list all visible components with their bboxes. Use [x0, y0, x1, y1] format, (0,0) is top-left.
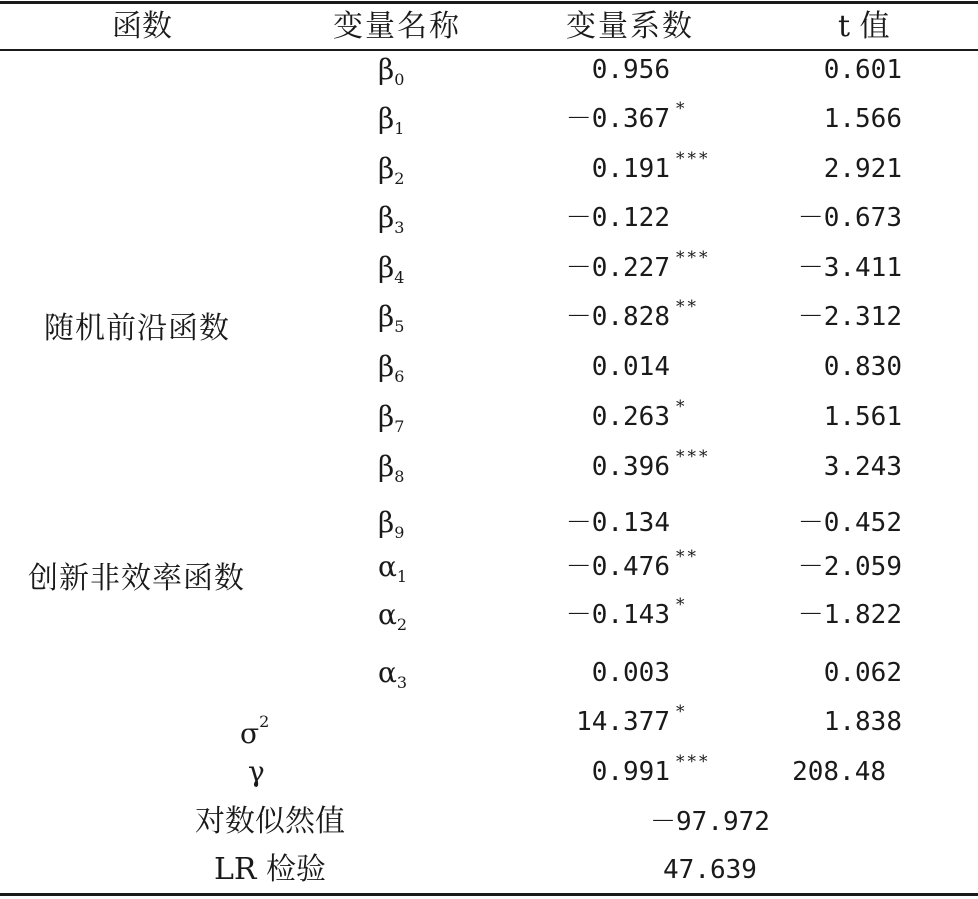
lr-test-label: LR 检验 — [213, 852, 327, 887]
variable-name: $\beta_4$ — [378, 251, 405, 287]
t-value: －3.411 — [797, 253, 902, 283]
variable-name: $\beta_8$ — [378, 450, 405, 486]
sigma-coef: 14.377 — [576, 707, 670, 737]
table-row — [0, 94, 978, 144]
gamma-t: 208.48 — [792, 757, 886, 787]
gamma-coef: 0.991 — [591, 757, 670, 787]
variable-name: $\alpha_2$ — [378, 598, 408, 634]
variable-name: $\beta_3$ — [378, 201, 405, 237]
group-inefficiency: 创新非效率函数 — [28, 561, 245, 596]
coefficient-value: 0.014 — [591, 352, 670, 382]
lr-test-value: 47.639 — [663, 855, 757, 885]
variable-name: $\beta_1$ — [378, 102, 405, 138]
sigma-symbol: $\sigma^2$ — [240, 712, 270, 750]
coefficient-value: 0.956 — [591, 55, 670, 85]
table-row — [0, 45, 978, 95]
sigma-row — [0, 697, 978, 750]
table-row — [0, 542, 978, 592]
variable-name: $\alpha_3$ — [378, 656, 408, 692]
table-row — [0, 193, 978, 243]
coefficient-value: 0.003 — [591, 658, 670, 688]
table-row — [0, 442, 978, 492]
table-row — [0, 498, 978, 548]
table-row — [0, 243, 978, 293]
gamma-stars: *** — [676, 752, 711, 772]
variable-name: $\beta_0$ — [378, 53, 405, 89]
t-value: 0.062 — [823, 658, 902, 688]
t-value: 1.566 — [823, 104, 902, 134]
t-value: －0.673 — [797, 203, 902, 233]
table-row — [0, 392, 978, 442]
significance-stars: ** — [676, 547, 699, 567]
header-variable-name: 变量名称 — [333, 9, 461, 44]
coefficient-value: 0.263 — [591, 402, 670, 432]
log-likelihood-value: －97.972 — [650, 807, 770, 837]
coefficient-value: －0.143 — [565, 600, 670, 630]
significance-stars: *** — [676, 149, 711, 169]
coefficient-value: －0.828 — [565, 302, 670, 332]
significance-stars: *** — [676, 248, 711, 268]
header-t-value: t 值 — [838, 9, 890, 44]
significance-stars: *** — [676, 447, 711, 467]
header-function: 函数 — [112, 9, 172, 44]
variable-name: $\beta_5$ — [378, 300, 405, 336]
significance-stars: * — [676, 397, 688, 417]
significance-stars: * — [676, 99, 688, 119]
t-value: 2.921 — [823, 154, 902, 184]
variable-name: $\alpha_1$ — [378, 550, 408, 586]
t-value: 0.830 — [823, 352, 902, 382]
log-likelihood-row — [0, 797, 978, 847]
coefficient-value: －0.122 — [565, 203, 670, 233]
coefficient-value: －0.367 — [565, 104, 670, 134]
significance-stars: * — [676, 595, 688, 615]
significance-stars: ** — [676, 297, 699, 317]
coefficient-value: －0.134 — [565, 508, 670, 538]
sigma-t: 1.838 — [823, 707, 902, 737]
table-row — [0, 590, 978, 640]
bottom-rule — [0, 893, 978, 896]
variable-name: $\beta_2$ — [378, 152, 405, 188]
t-value: 1.561 — [823, 402, 902, 432]
t-value: －2.059 — [797, 552, 902, 582]
coefficient-value: 0.396 — [591, 452, 670, 482]
coefficient-value: 0.191 — [591, 154, 670, 184]
sigma-stars: * — [676, 702, 688, 722]
t-value: 3.243 — [823, 452, 902, 482]
t-value: －2.312 — [797, 302, 902, 332]
table-row — [0, 648, 978, 698]
t-value: 0.601 — [823, 55, 902, 85]
group-stochastic-frontier: 随机前沿函数 — [44, 311, 230, 346]
header-coefficient: 变量系数 — [566, 9, 694, 44]
coefficient-value: －0.227 — [565, 253, 670, 283]
table-row — [0, 342, 978, 392]
lr-test-row — [0, 845, 978, 895]
table-row — [0, 144, 978, 194]
gamma-row — [0, 747, 978, 797]
t-value: －1.822 — [797, 600, 902, 630]
variable-name: $\beta_9$ — [378, 506, 405, 542]
table-row — [0, 292, 978, 342]
log-likelihood-label: 对数似然值 — [195, 804, 345, 839]
gamma-symbol: γ — [248, 755, 265, 788]
t-value: －0.452 — [797, 508, 902, 538]
coefficient-value: －0.476 — [565, 552, 670, 582]
variable-name: $\beta_7$ — [378, 400, 405, 436]
variable-name: $\beta_6$ — [378, 350, 405, 386]
